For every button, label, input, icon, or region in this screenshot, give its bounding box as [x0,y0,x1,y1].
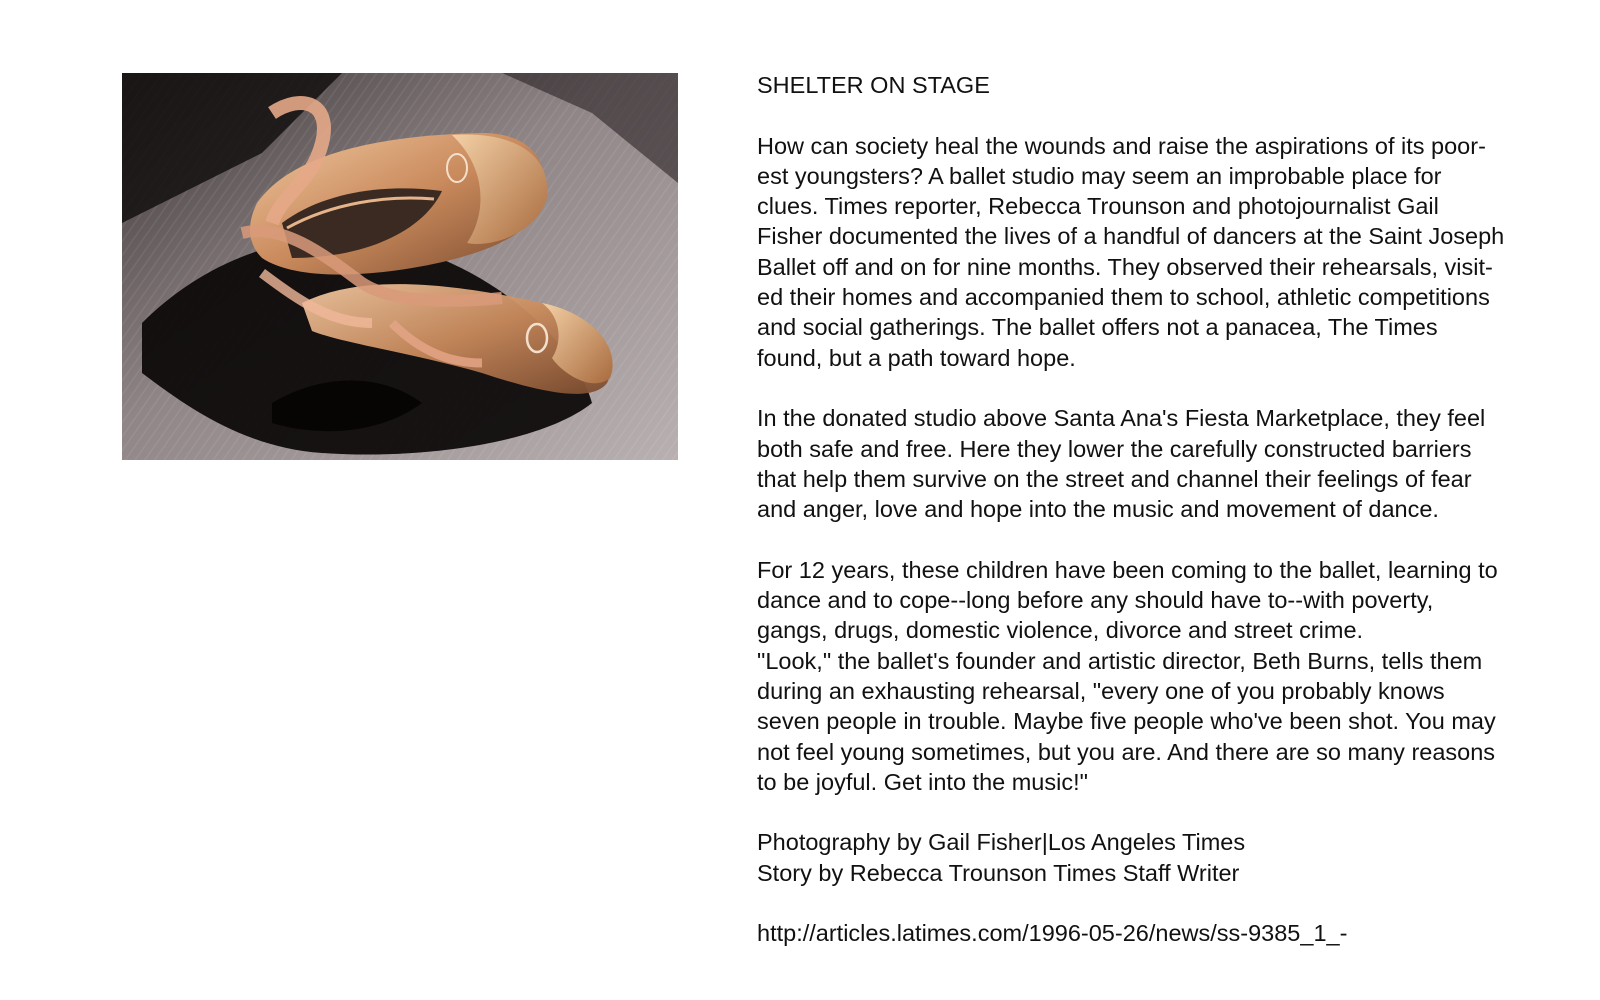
ballet-shoes-photo [122,73,678,460]
article-paragraph-quote: "Look," the ballet's founder and artistic director, Beth Burns, tells them during an exhausting rehearsal, "every one of you probably knows seven people in trouble. Maybe five people who've been shot. You may not feel young sometimes, but you are. And there are so many reasons to be joyful. Get into the music!" [757,647,1496,795]
story-credit: Story by Rebecca Trounson Times Staff Writer [757,859,1240,886]
article-title: SHELTER ON STAGE [757,72,990,98]
source-url-link[interactable]: http://articles.latimes.com/1996-05-26/news/ss-9385_1_- [757,920,1348,947]
article-paragraph-intro: How can society heal the wounds and raise the aspirations of its poor- est youngsters? A ballet studio may seem an improbable place for clues. Times reporter, Rebecca Trounson and photojournalist Gail Fisher documented the lives of a handful of dancers at the Saint Joseph Ballet off and on for nine months. They observed their rehearsals, visit- ed their homes and accompanied them to school, athletic competitions and social gatherings. The ballet offers not a panacea, The Times found, but a path toward hope. [757,132,1505,371]
article-paragraph-history: For 12 years, these children have been coming to the ballet, learning to dance and to cope--long before any should have to--with poverty, gangs, drugs, domestic violence, divorce and street crime. [757,556,1498,644]
pointe-shoes-illustration [122,73,678,460]
article-paragraph-studio: In the donated studio above Santa Ana's Fiesta Marketplace, they feel both safe and free. Here they lower the carefully constructed barriers that help them survive on the street and channel their feelings of fear and anger, love and hope into the music and movement of dance. [757,405,1486,523]
article-text [757,70,1577,949]
photo-credit: Photography by Gail Fisher|Los Angeles Times [757,829,1246,856]
